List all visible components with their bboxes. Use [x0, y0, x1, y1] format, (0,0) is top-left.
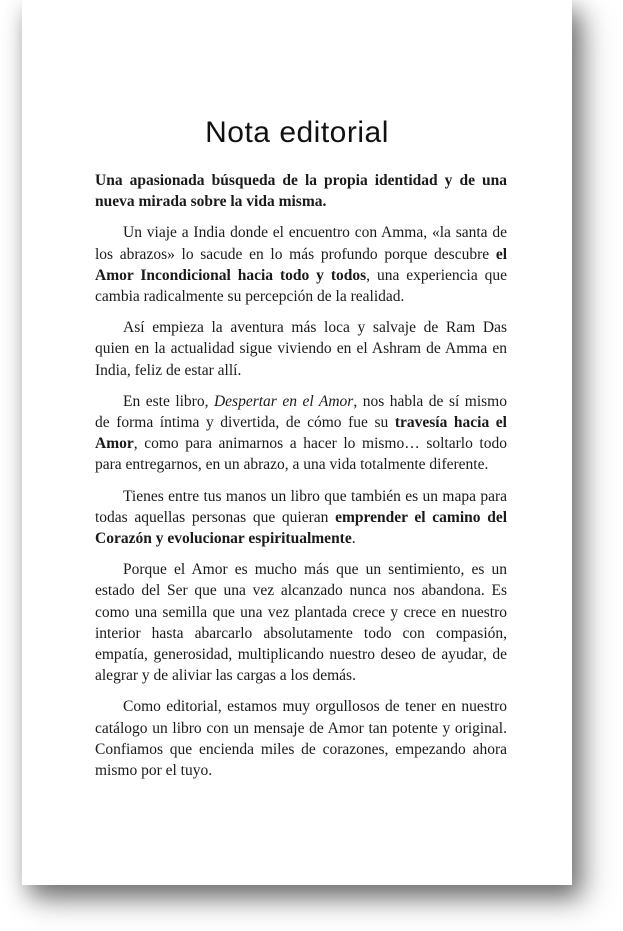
paragraph-editorial: Como editorial, estamos muy orgullosos de tener en nuestro catálogo un libro con un mensaje de Amor tan potente y original. Confiamos que encienda miles de corazones, empezando ahora mismo por el tuyo.: [95, 698, 507, 780]
paragraph-adventure: Así empieza la aventura más loca y salvaje de Ram Das quien en la actualidad sigue viviendo en el Ashram de Amma en India, feliz de estar allí.: [95, 319, 507, 379]
page-body: [95, 170, 507, 791]
text-span: , una experiencia que cambia radicalmente su percepción de la realidad.: [95, 266, 507, 306]
paragraph-map: [95, 486, 507, 550]
text-span: En este libro,: [123, 392, 214, 410]
text-span: Un viaje a India donde el encuentro con Amma, «la santa de los abrazos» lo sacude en lo más profundo porque descubre: [95, 224, 507, 263]
paragraph-book: [95, 391, 507, 476]
bold-span: el Amor Incondicional hacia todo y todos: [95, 245, 507, 284]
page-title: Nota editorial: [205, 116, 389, 150]
bold-span: travesía hacia el Amor: [95, 414, 507, 453]
book-page: [22, 0, 572, 885]
text-span: .: [351, 530, 356, 548]
bold-span: emprender el camino del Corazón y evolucionar espiritualmente: [95, 508, 508, 548]
book-title-italic: Despertar en el Amor: [213, 392, 354, 410]
paragraph-india-trip: [95, 222, 507, 307]
lead-paragraph: Una apasionada búsqueda de la propia identidad y de una nueva mirada sobre la vida misma.: [95, 172, 507, 211]
text-span: , nos habla de sí mismo de forma íntima y divertida, de cómo fue su: [95, 392, 507, 432]
text-span: , como para animarnos a hacer lo mismo… soltarlo todo para entregarnos, en un abrazo, a una vida totalmente diferente.: [95, 435, 507, 474]
text-span: Tienes entre tus manos un libro que también es un mapa para todas aquellas personas que quieran: [95, 487, 507, 526]
paragraph-love: Porque el Amor es mucho más que un sentimiento, es un estado del Ser que una vez alcanzado nunca nos abandona. Es como una semilla que una vez plantada crece y crece en nuestro interior hasta abarcarlo absolutamente todo con compasión, empatía, generosidad, multiplicando nuestro deseo de ayudar, de alegrar y de aliviar las cargas a los demás.: [95, 561, 507, 685]
